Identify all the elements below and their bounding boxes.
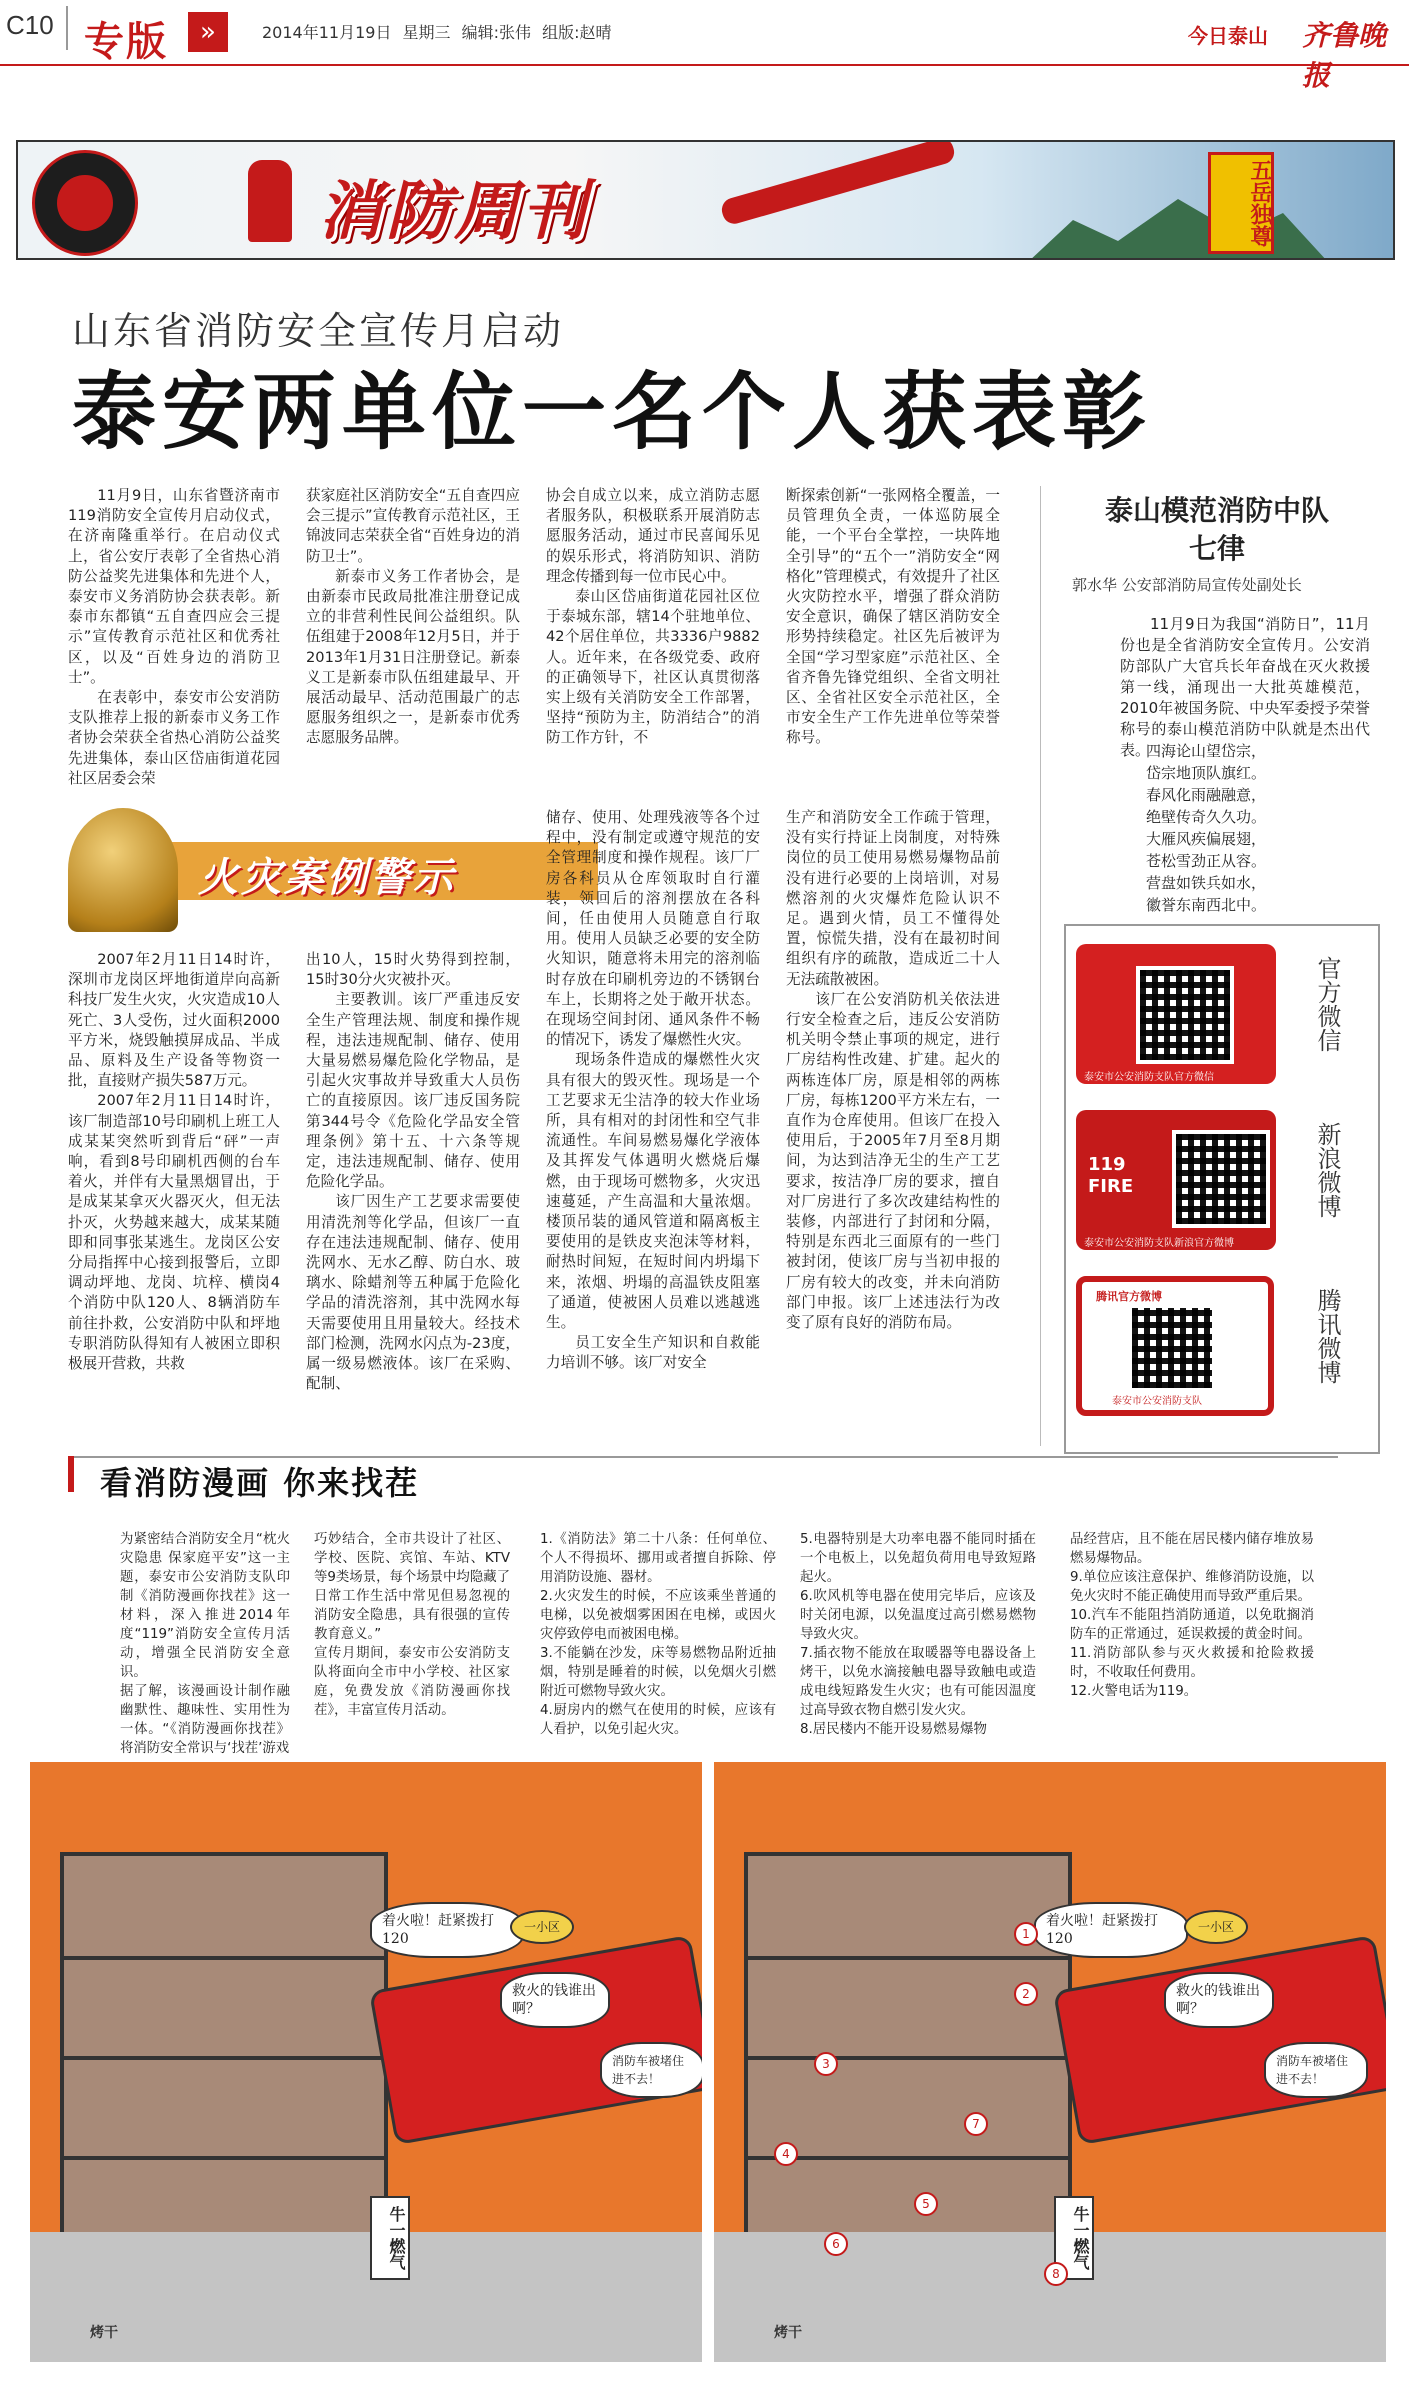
article-column-1: 11月9日，山东省暨济南市119消防安全宣传月启动仪式，在济南隆重举行。在启动仪式上，省公安厅表彰了全省热心消防公益奖先进集体和先进个人，泰安市义务消防协会获表彰。新泰市东都镇“五自查四应会三提示”宣传教育示范社区和优秀社区，以及“百姓身边的消防卫士”。 在表彰中，泰安市公安消防支队推荐上报的新泰市义务工作者协会荣获全省热心消防公益奖先进集体，泰山区岱庙街道花园社区居委会荣 [68, 487, 280, 787]
community-sign: 一小区 [510, 1910, 574, 1944]
tencent-qr-code[interactable] [1128, 1304, 1216, 1392]
article-column-2: 获家庭社区消防安全“五自查四应会三提示”宣传教育示范社区，王锦波同志荣获全省“百姓身边的消防卫士”。 新泰市义务工作者协会，是由新泰市民政局批准注册登记成立的非营利性民间公益组织。队伍组建于2008年12月5日，并于2013年1月31日注册登记。新泰义工是新泰市队伍组建最早、开展活动最早、活动范围最广的志愿服务组织之一，是新泰市优秀志愿服务品牌。 [306, 487, 520, 747]
issue-meta [262, 20, 612, 43]
gas-shop-sign: 牛一燃气 [1054, 2196, 1094, 2280]
comic-panel-original [30, 1762, 702, 2362]
article-column-3: 协会自成立以来，成立消防志愿者服务队，积极联系开展消防志愿服务活动，通过市民喜闻乐见的娱乐形式，将消防知识、消防理念传播到每一位市民心中。 泰山区岱庙街道花园社区位于泰城东部，辖14个驻地单位、42个居住单位，共3336户9882人。近年来，在各级党委、政府的正确领导下，社区认真贯彻落实上级有关消防安全工作部署，坚持“预防为主，防消结合”的消防工作方针，不 [546, 487, 760, 747]
article-column-4: 断探索创新“一张网格全覆盖，一员管理负全责，一体巡防展全能，一个平台全掌控，一块阵地全引导”的“五个一”消防安全“网格化”管理模式，有效提升了社区火灾防控水平，增强了群众消防安全意识，确保了辖区消防安全形势持续稳定。社区先后被评为全国“学习型家庭”示范社区、全省齐鲁先锋党组织、全省文明社区、全省社区安全示范社区，全市安全生产工作先进单位等荣誉称号。 [786, 487, 1000, 747]
comic-header-bar [68, 1456, 74, 1492]
page-number: C10 [6, 10, 54, 40]
fire-truck-illustration [369, 1935, 702, 2145]
tencent-frame-icon: 腾讯官方微博 泰安市公安消防支队 [1076, 1276, 1274, 1416]
banner-title: 消防周刊 [318, 175, 590, 249]
chevron-icon: » [188, 12, 228, 52]
answer-marker: 4 [774, 2142, 798, 2166]
article-headline: 泰安两单位一名个人获表彰 [72, 363, 1153, 461]
answer-marker: 2 [1014, 1982, 1038, 2006]
social-media-box [1064, 924, 1380, 1454]
fire-emblem-icon [32, 150, 138, 256]
speech-bubble-money: 救火的钱谁出啊？ [500, 1972, 610, 2028]
issue-weekday: 星期三 [402, 23, 451, 42]
speech-bubble-money: 救火的钱谁出啊？ [1164, 1972, 1274, 2028]
case-column-3: 储存、使用、处理残液等各个过程中，没有制定或遵守规范的安全管理制度和操作规程。该厂厂房各科员从仓库领取时自行灌装，领回后的溶剂摆放在各科间，任由使用人员随意自行取用。使用人员缺乏必要的安全防火知识，随意将未用完的溶剂临时存放在印刷机旁边的不锈钢台车上，长期将之处于敞开状态。在现场空间封闭、通风条件不畅的情况下，诱发了爆燃性火灾。 现场条件造成的爆燃性火灾具有很大的毁灭性。现场是一个工艺要求无尘洁净的较大作业场所，具有相对的封闭性和空气非流通性。车间易燃易爆化学液体及其挥发气体遇明火燃烧后爆燃，由于现场可燃物多，火灾迅速蔓延，产生高温和大量浓烟。楼顶吊装的通风管道和隔离板主要使用的是铁皮夹泡沫等材料，耐热时间短，在短时间内坍塌下来，浓烟、坍塌的高温铁皮阻塞了通道，使被困人员难以逃越逃生。 员工安全生产知识和自救能力培训不够。该厂对安全 [546, 809, 760, 1372]
comic-panel-answers [714, 1762, 1386, 2362]
speech-bubble-blocked: 消防车被堵住进不去！ [600, 2042, 702, 2098]
sidebar-poem: 四海论山望岱宗， 岱宗地顶队旗红。 春风化雨融融意， 绝壁传奇久久功。 大雁风疾偏展翅， 苍松雪劲正从容。 营盘如铁兵如水， 徽誉东南西北中。 [1146, 742, 1267, 914]
fire-weekly-banner [16, 140, 1395, 260]
wechat-label: 官方微信 [1313, 956, 1341, 1052]
case-title: 火灾案例警示 [198, 855, 456, 901]
case-banner [68, 808, 528, 932]
comic-column-4: 5.电器特别是大功率电器不能同时插在一个电板上，以免超负荷用电导致短路起火。 6.吹风机等电器在使用完毕后，应该及时关闭电源，以免温度过高引燃易燃物导致火灾。 7.插衣物不能放在取暖器等电器设备上烤干，以免水滴接触电器导致触电或造成电线短路发生火灾；也有可能因温度过高导致衣物自燃引发火灾。 8.居民楼内不能开设易燃易爆物 [800, 1532, 1036, 1737]
comic-title: 看消防漫画 你来找茬 [100, 1464, 420, 1502]
case-column-2: 出10人，15时火势得到控制，15时30分火灾被扑灭。 主要教训。该厂严重违反安全生产管理法规、制度和操作规程，违法违规配制、储存、使用大量易燃易爆危险化学物品，是引起火灾事故并导致重大人员伤亡的直接原因。该厂违反国务院第344号令《危险化学品安全管理条例》第十五、十六条等规定，违法违规配制、储存、使用危险化学品。 该厂因生产工艺要求需要使用清洗剂等化学品，但该厂一直存在违法违规配制、储存、使用洗网水、无水乙醇、防白水、玻璃水、除蜡剂等五种属于危险化学品的清洗溶剂，其中洗网水每天需要使用且用量较大。经技术部门检测，洗网水闪点为-23度，属一级易燃液体。该厂在采购、配制、 [306, 951, 520, 1393]
case-column-4: 生产和消防安全工作疏于管理，没有实行持证上岗制度，对特殊岗位的员工使用易燃易爆物品前没有进行必要的上岗培训，对易燃溶剂的火灾爆炸危险认识不足。遇到火情，员工不懂得处置，惊慌失措，没有在最初时间组织有序的疏散，造成近二十人无法疏散被困。 该厂在公安消防机关依法进行安全检查之后，违反公安消防机关明令禁止事项的规定，进行厂房结构性改建、扩建。起火的两栋连体厂房，原是相邻的两栋厂房，每栋1200平方米左右，一直作为仓库使用。但该厂在投入使用后，于2005年7月至8月期间，为达到洁净无尘的生产工艺要求，按洁净厂房的要求，擅自对厂房进行了多次改建结构性的装修，内部进行了封闭和分隔，特别是东西北三面原有的一些门被封闭，使该厂房与当初申报的厂房有较大的改变，并未向消防部门申报。该厂上述违法行为改变了原有良好的消防布局。 [786, 809, 1000, 1332]
mountain-icon [1028, 192, 1328, 260]
weibo-qr-code[interactable] [1172, 1130, 1270, 1228]
answer-marker: 7 [964, 2112, 988, 2136]
sidebar-title: 泰山模范消防中队 七律 [1104, 494, 1329, 565]
brand-paper-logo: 齐鲁晚报 [1302, 19, 1387, 92]
street [30, 2232, 702, 2362]
extinguisher-icon [719, 140, 957, 227]
hydrant-icon [248, 160, 292, 242]
tencent-label: 腾讯微博 [1313, 1288, 1341, 1384]
column-divider [1040, 486, 1041, 1446]
article-kicker: 山东省消防安全宣传月启动 [72, 309, 565, 353]
answer-marker: 1 [1014, 1922, 1038, 1946]
comic-column-2: 巧妙结合，全市共设计了社区、学校、医院、宾馆、车站、KTV等9类场景，每个场景中均隐藏了日常工作生活中常见但易忽视的消防安全隐患，具有很强的宣传教育意义。” 宣传月期间，泰安市公安消防支队将面向全市中小学校、社区家庭，免费发放《消防漫画你找茬》，丰富宣传月活动。 [314, 1532, 510, 1718]
speech-bubble-blocked: 消防车被堵住进不去！ [1264, 2042, 1368, 2098]
street [714, 2232, 1386, 2362]
section-label: 专版 [84, 19, 168, 65]
banner-seal: 五岳独尊 [1208, 152, 1274, 254]
divider [66, 6, 68, 50]
wechat-qr-code[interactable] [1136, 966, 1234, 1064]
answer-marker: 8 [1044, 2262, 1068, 2286]
issue-date: 2014年11月19日 [262, 23, 392, 42]
gas-shop-sign: 牛一燃气 [370, 2196, 410, 2280]
drying-label: 烤干 [90, 2325, 118, 2341]
drying-label: 烤干 [774, 2325, 802, 2341]
answer-marker: 6 [824, 2232, 848, 2256]
case-column-1: 2007年2月11日14时许，深圳市龙岗区坪地街道岸向高新科技厂发生火灾，火灾造成10人死亡、3人受伤，过火面积2000平方米，烧毁触摸屏成品、半成品、原料及生产设备等物资一批，直接财产损失587万元。 2007年2月11日14时许，该厂制造部10号印刷机上班工人成某某突然听到背后“砰”一声响，看到8号印刷机西侧的台车着火，并伴有大量黑烟冒出，于是成某某拿灭火器灭火，但无法扑灭，火势越来越大，成某某随即和同事张某逃生。龙岗区公安分局指挥中心接到报警后，立即调动坪地、龙岗、坑梓、横岗4个消防中队120人、8辆消防车前往扑救，公安消防中队和坪地专职消防队得知有人被困立即积极展开营救，共救 [68, 951, 280, 1373]
brand-local: 今日泰山 [1188, 24, 1268, 48]
answer-marker: 3 [814, 2052, 838, 2076]
fire-truck-icon: 泰安市公安消防支队官方微信 [1076, 944, 1276, 1084]
speech-bubble-call: 着火啦！赶紧拨打120 [370, 1902, 524, 1958]
issue-editor: 编辑:张伟 [461, 23, 532, 42]
community-sign: 一小区 [1184, 1910, 1248, 1944]
extinguisher-icon: 119 FIRE 泰安市公安消防支队新浪官方微博 [1076, 1110, 1276, 1250]
comic-column-5: 品经营店，且不能在居民楼内储存堆放易燃易爆物品。 9.单位应该注意保护、维修消防设施，以免火灾时不能正确使用而导致严重后果。 10.汽车不能阻挡消防通道，以免耽搁消防车的正常通过，延误救援的黄金时间。 11.消防部队参与灭火救援和抢险救援时，不收取任何费用。 12.火警电话为119。 [1070, 1532, 1314, 1699]
speech-bubble-call: 着火啦！赶紧拨打120 [1034, 1902, 1188, 1958]
fire-truck-illustration [1053, 1935, 1386, 2145]
weibo-label: 新浪微博 [1313, 1122, 1341, 1218]
bell-icon [68, 808, 178, 932]
answer-marker: 5 [914, 2192, 938, 2216]
comic-column-1: 为紧密结合消防安全月“枕火灾隐患 保家庭平安”这一主题，泰安市公安消防支队印制《消防漫画你找茬》这一材料，深入推进2014年度“119”消防安全宣传月活动，增强全民消防安全意识。 据了解，该漫画设计制作融幽默性、趣味性、实用性为一体。“《消防漫画你找茬》将消防安全常识与‘找茬’游戏 [120, 1532, 290, 1756]
sidebar-body: 11月9日为我国“消防日”，11月份也是全省消防安全宣传月。公安消防部队广大官兵长年奋战在灭火救援第一线，涌现出一大批英雄模范，2010年被国务院、中央军委授予荣誉称号的泰山模范消防中队就是杰出代表。 [1120, 615, 1370, 759]
issue-layout: 组版:赵晴 [542, 23, 612, 42]
comic-column-3: 1.《消防法》第二十八条：任何单位、个人不得损坏、挪用或者擅自拆除、停用消防设施、器材。 2.火灾发生的时候，不应该乘坐普通的电梯，以免被烟雾困困在电梯，或因火灾停致停电而被困电梯。 3.不能躺在沙发，床等易燃物品附近抽烟，特别是睡着的时候，以免烟火引燃附近可燃物导致火灾。 4.厨房内的燃气在使用的时候，应该有人看护，以免引起火灾。 [540, 1532, 776, 1737]
sidebar-author: 郭水华 公安部消防局宣传处副处长 [1072, 576, 1302, 594]
